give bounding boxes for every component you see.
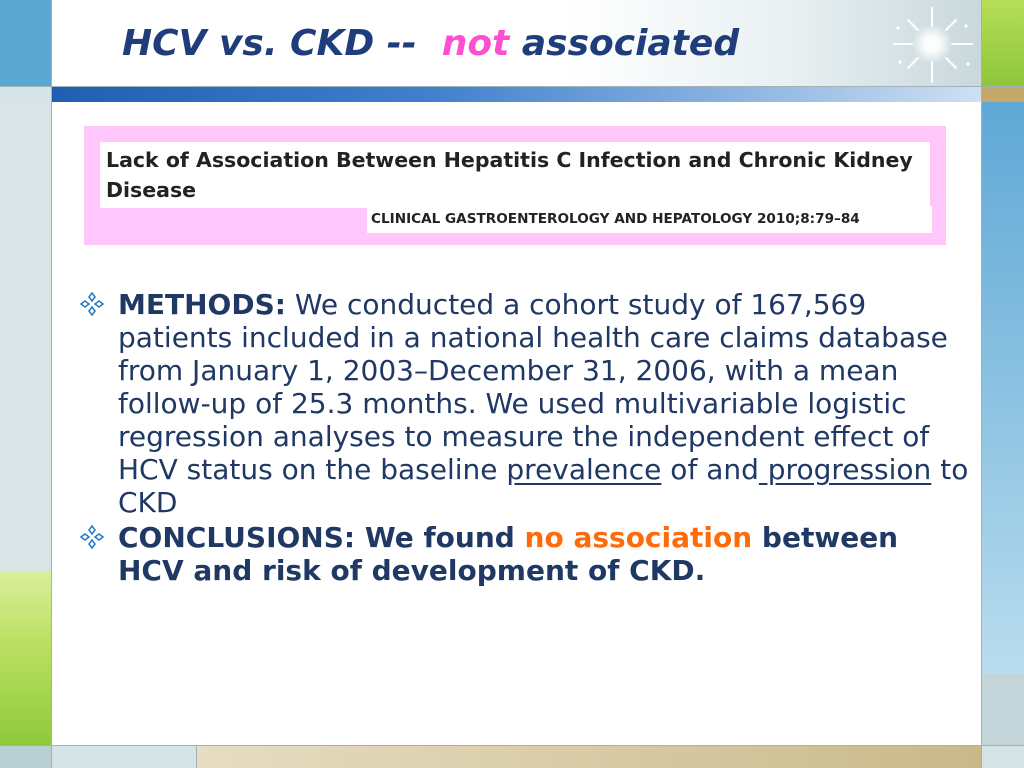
left-column-green-block: [0, 572, 51, 746]
bullet-methods: [80, 288, 970, 519]
citation-journal-reference: CLINICAL GASTROENTEROLOGY AND HEPATOLOGY 2010;8:79–84: [367, 206, 932, 233]
frame-line-footer-divider: [196, 746, 197, 768]
diamond-bullet-icon: [80, 292, 104, 316]
left-column-panel: [0, 102, 51, 572]
conclusions-label: CONCLUSIONS: We found: [118, 521, 525, 554]
methods-label: METHODS:: [118, 288, 286, 321]
diamond-bullet-icon: [80, 525, 104, 549]
title-part-2: associated: [509, 23, 740, 64]
sparkle-icon: [888, 6, 976, 86]
right-column-tan-band: [982, 86, 1024, 102]
footer-left-block: [51, 746, 197, 768]
title-highlight: not: [441, 23, 510, 64]
bullet-conclusions: [80, 521, 970, 587]
left-column-top-block: [0, 0, 51, 86]
frame-line-header: [0, 86, 1024, 87]
citation-box: [84, 126, 946, 245]
title-part-1: HCV vs. CKD --: [122, 23, 442, 64]
right-column-green-block: [982, 0, 1024, 86]
frame-line-left: [51, 0, 52, 768]
conclusions-highlight: no association: [524, 521, 753, 554]
citation-article-title: Lack of Association Between Hepatitis C Infection and Chronic Kidney Disease: [100, 142, 930, 208]
conclusions-text: between HCV and risk of development of CKD.: [118, 521, 899, 587]
title-accent-bar: [51, 86, 982, 102]
left-column-band: [0, 86, 51, 102]
left-column-bottom-block: [0, 746, 51, 768]
frame-line-footer: [0, 745, 1024, 746]
methods-link-progression[interactable]: progression: [758, 453, 932, 486]
methods-link-prevalence[interactable]: prevalence: [506, 453, 662, 486]
methods-text-2: of and: [661, 453, 759, 486]
bullet-list: [80, 288, 970, 589]
right-column-blue-panel: [982, 102, 1024, 674]
frame-line-right: [981, 0, 982, 768]
methods-text-3: to CKD: [118, 453, 969, 519]
footer-tan-bar: [197, 746, 982, 768]
methods-text-1: We conducted a cohort study of 167,569 patients included in a national health care claims database from January 1, 2003–December 31, 2006, with a mean follow-up of 25.3 months. We used multivariable logistic regression analyses to measure the independent effect of HCV status on the baseline: [118, 288, 948, 486]
slide-title: [122, 22, 739, 66]
right-column-bottom-block: [982, 746, 1024, 768]
right-column-grey-block: [982, 674, 1024, 746]
